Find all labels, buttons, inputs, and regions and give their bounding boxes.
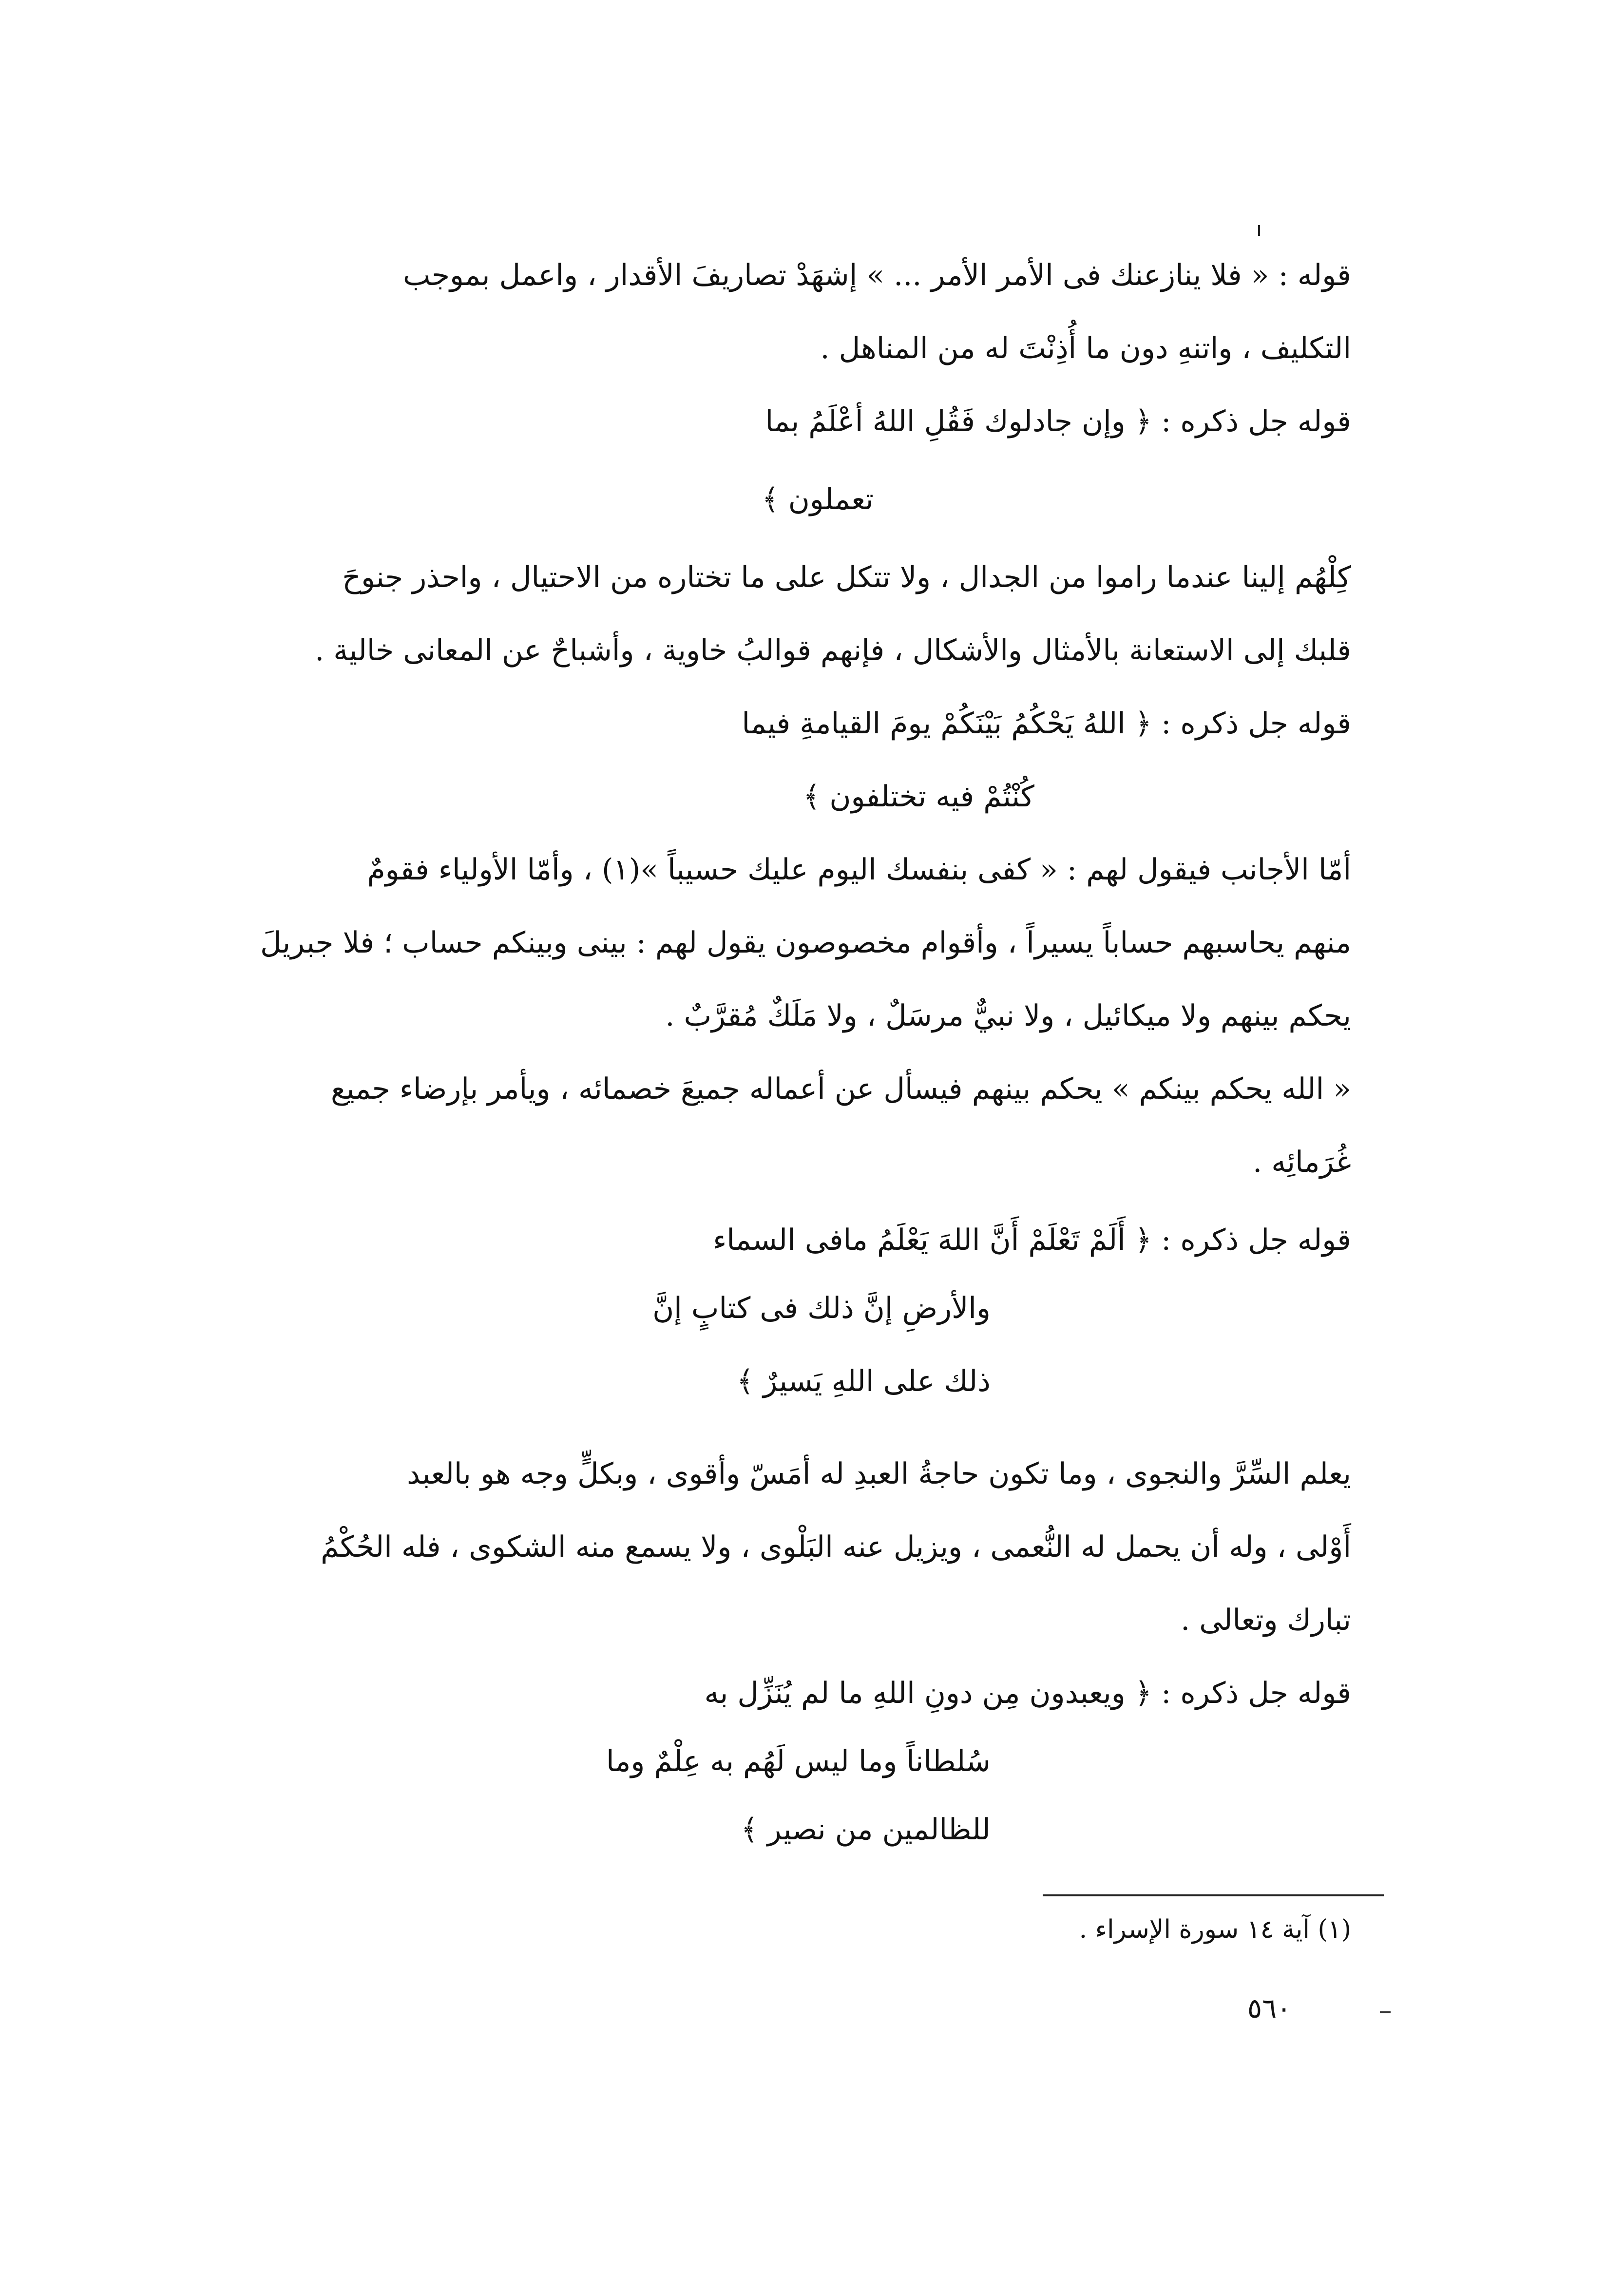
footnote: (١) آية ١٤ سورة الإسراء . bbox=[1079, 1915, 1351, 1944]
text-line: قوله : « فلا ينازعنك فى الأمر الأمر ... » إشهَدْ تصاريفَ الأقدار ، واعمل بموجب bbox=[403, 258, 1351, 292]
quran-verse-line: تعملون ﴾ bbox=[762, 482, 874, 516]
quran-verse-line: قوله جل ذكره : ﴿ اللهُ يَحْكُمُ بَيْنَكُمْ يومَ القيامةِ فيما bbox=[742, 706, 1351, 741]
text-line: قلبك إلى الاستعانة بالأمثال والأشكال ، فإنهم قوالبُ خاوية ، وأشباحٌ عن المعانى خالية . bbox=[315, 633, 1351, 668]
quran-verse-line: والأرضِ إنَّ ذلك فى كتابٍ إنَّ bbox=[652, 1291, 991, 1325]
quran-verse-line: سُلطاناً وما ليس لَهُم به عِلْمٌ وما bbox=[606, 1744, 991, 1778]
text-line: يعلم السِّرَّ والنجوى ، وما تكون حاجةُ العبدِ له أمَسّ وأقوى ، وبكلٍّ وجه هو بالعبد bbox=[407, 1457, 1351, 1491]
text-line: « الله يحكم بينكم » يحكم بينهم فيسأل عن أعماله جميعَ خصمائه ، ويأمر بإرضاء جميع bbox=[330, 1072, 1351, 1106]
text-line: تبارك وتعالى . bbox=[1181, 1603, 1351, 1637]
quran-verse-line: ذلك على اللهِ يَسيرٌ ﴾ bbox=[736, 1364, 991, 1398]
quran-verse-line: قوله جل ذكره : ﴿ أَلَمْ تَعْلَمْ أَنَّ اللهَ يَعْلَمُ مافى السماء bbox=[713, 1223, 1351, 1257]
page-number: ٥٦٠ bbox=[1247, 1993, 1292, 2024]
text-line: منهم يحاسبهم حساباً يسيراً ، وأقوام مخصوصون يقول لهم : بينى وبينكم حساب ؛ فلا جبريلَ bbox=[260, 926, 1351, 960]
stray-mark bbox=[1258, 225, 1260, 236]
text-line: يحكم بينهم ولا ميكائيل ، ولا نبيٌّ مرسَلٌ ، ولا مَلَكٌ مُقرَّبٌ . bbox=[665, 999, 1351, 1033]
quran-verse-line: قوله جل ذكره : ﴿ وإن جادلوك فَقُلِ اللهُ أعْلَمُ بما bbox=[765, 404, 1351, 439]
text-line: غُرَمائِه . bbox=[1253, 1145, 1351, 1179]
quran-verse-line: كُنْتُمْ فيه تختلفون ﴾ bbox=[803, 780, 1034, 814]
text-line: أمّا الأجانب فيقول لهم : « كفى بنفسك اليوم عليك حسيباً »(١) ، وأمّا الأولياء فقومٌ bbox=[367, 853, 1351, 887]
text-line: أَوْلى ، وله أن يحمل له النُّعمى ، ويزيل عنه البَلْوى ، ولا يسمع منه الشكوى ، فله الحُكْمُ bbox=[321, 1530, 1351, 1564]
text-line: كِلْهُم إلينا عندما راموا من الجدال ، ولا تتكل على ما تختاره من الاحتيال ، واحذر جنوحَ bbox=[342, 560, 1351, 594]
dash-mark bbox=[1380, 2011, 1391, 2013]
quran-verse-line: للظالمين من نصير ﴾ bbox=[741, 1813, 991, 1847]
text-line: التكليف ، واتنهِ دون ما أُذِنْتَ له من المناهل . bbox=[820, 331, 1351, 365]
quran-verse-line: قوله جل ذكره : ﴿ ويعبدون مِن دونِ اللهِ ما لم يُنَزِّل به bbox=[704, 1676, 1351, 1710]
footnote-divider bbox=[1043, 1894, 1384, 1896]
